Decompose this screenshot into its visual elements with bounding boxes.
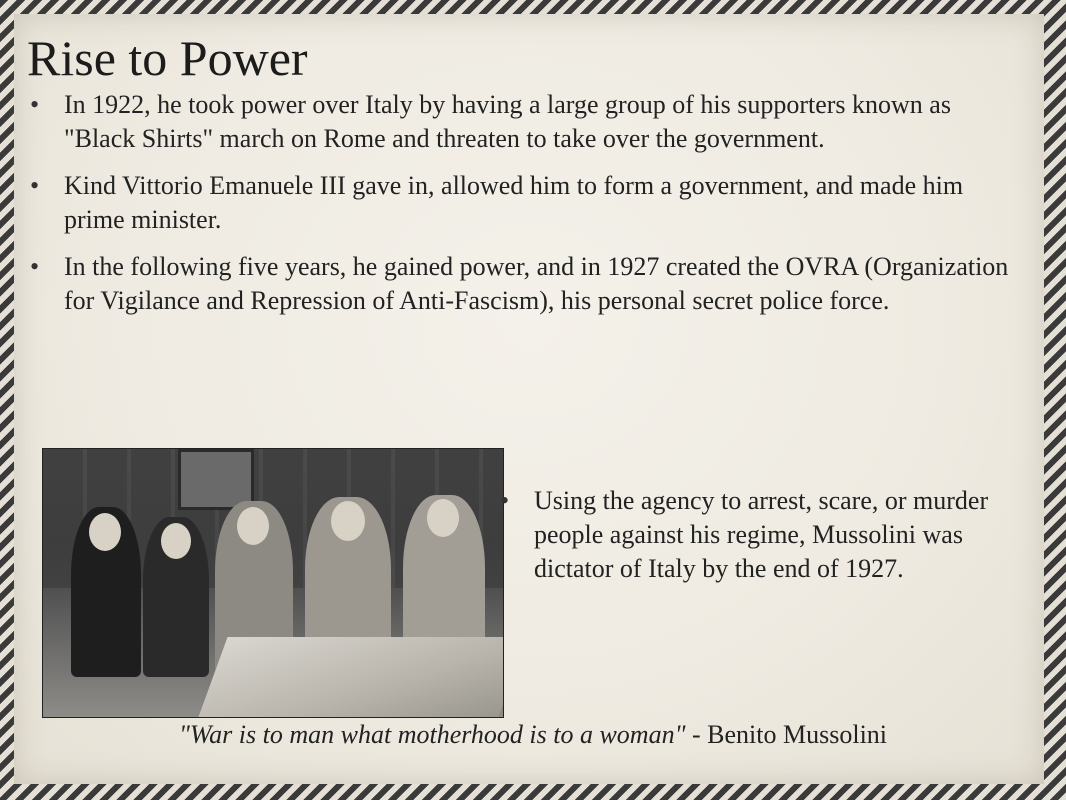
bullet-item bbox=[498, 484, 1018, 586]
bullet-item bbox=[28, 250, 1018, 318]
bullet-text: Using the agency to arrest, scare, or murder people against his regime, Mussolini was dictator of Italy by the end of 1927. bbox=[534, 486, 989, 583]
quote-line bbox=[0, 718, 1066, 752]
photo-table bbox=[198, 637, 504, 717]
bullet-dot: • bbox=[30, 90, 40, 119]
bullet-list bbox=[28, 88, 1018, 331]
quote-text: "War is to man what motherhood is to a woman" bbox=[178, 720, 686, 749]
bullet-text: In 1922, he took power over Italy by having a large group of his supporters known as "Black Shirts" march on Rome and threaten to take over the government. bbox=[64, 90, 951, 153]
photo-figure-head bbox=[161, 523, 191, 559]
photo-figure-head bbox=[427, 499, 459, 537]
historical-photo bbox=[42, 448, 504, 718]
bullet-item bbox=[28, 169, 1018, 237]
photo-figure-head bbox=[89, 513, 121, 551]
slide-title: Rise to Power bbox=[27, 30, 308, 86]
bullet-dot: • bbox=[30, 252, 40, 281]
bullet-dot: • bbox=[30, 171, 40, 200]
photo-figure-head bbox=[331, 501, 365, 541]
photo-figure-head bbox=[237, 507, 269, 545]
bullet-text: In the following five years, he gained power, and in 1927 created the OVRA (Organization for Vigilance and Repression of Anti-Fascism), his personal secret police force. bbox=[64, 252, 1009, 315]
bullet-dot: • bbox=[500, 486, 510, 515]
bullet-item bbox=[28, 88, 1018, 156]
bullet-text: Kind Vittorio Emanuele III gave in, allowed him to form a government, and made him prime minister. bbox=[64, 171, 964, 234]
quote-attribution: - Benito Mussolini bbox=[685, 720, 888, 749]
side-bullet-list bbox=[498, 484, 1018, 586]
